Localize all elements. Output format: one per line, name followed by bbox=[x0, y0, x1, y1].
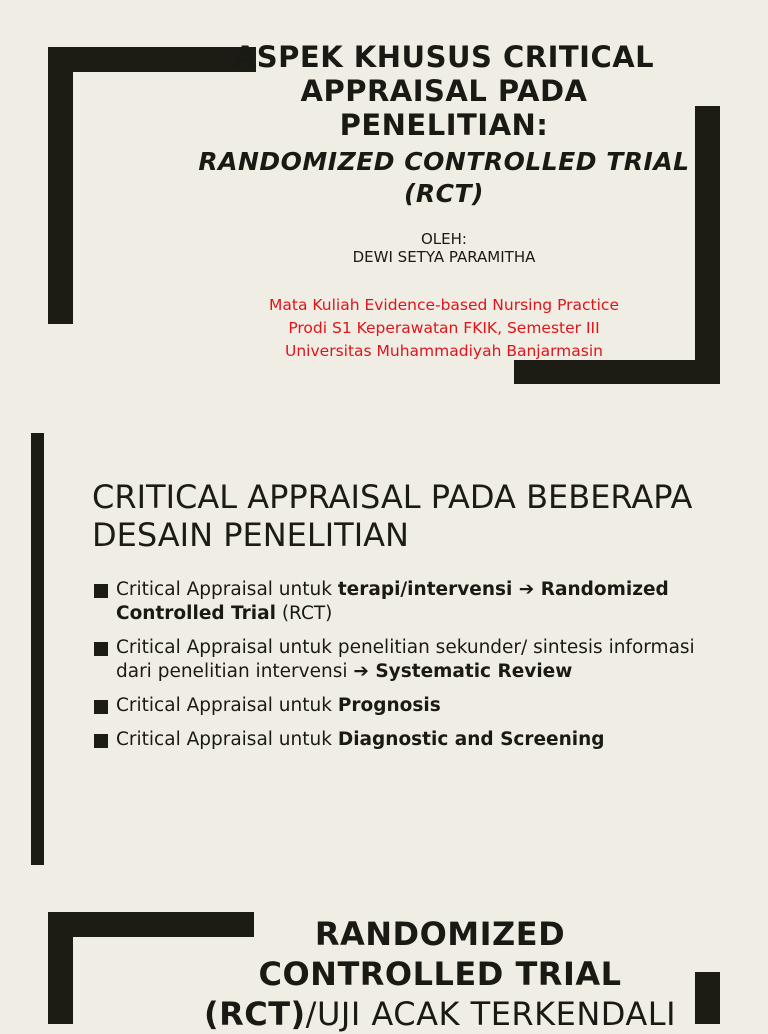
slide1-frame-bottom-right-vertical bbox=[695, 106, 720, 384]
list-item: Critical Appraisal untuk Prognosis bbox=[92, 694, 732, 718]
slide1-by-label: OLEH: bbox=[421, 230, 467, 248]
bullet-square-icon bbox=[94, 642, 108, 656]
slide1-frame-top-left-vertical bbox=[48, 47, 73, 324]
arrow-right-icon: ➔ bbox=[518, 579, 535, 600]
slide1-course-line: Mata Kuliah Evidence-based Nursing Practice bbox=[269, 296, 619, 314]
slide1-course-line: Prodi S1 Keperawatan FKIK, Semester III bbox=[288, 319, 600, 337]
slide2-left-accent-bar bbox=[31, 433, 44, 865]
slide1-subtitle: RANDOMIZED CONTROLLED TRIAL (RCT) bbox=[198, 147, 690, 208]
slide1-author-name: DEWI SETYA PARAMITHA bbox=[352, 248, 536, 266]
slide1-frame-bottom-right-horizontal bbox=[514, 360, 720, 384]
slide2-title: CRITICAL APPRAISAL PADA BEBERAPA DESAIN PENELITIAN bbox=[92, 478, 693, 554]
slide3-frame-top-left-vertical bbox=[48, 912, 73, 1024]
slide3-title: RANDOMIZED CONTROLLED TRIAL (RCT)/UJI ACAK TERKENDALI bbox=[203, 915, 677, 1033]
slide1-course-line: Universitas Muhammadiyah Banjarmasin bbox=[285, 342, 603, 360]
bullet-square-icon bbox=[94, 700, 108, 714]
slide2-bullet-list bbox=[92, 578, 732, 762]
list-item: Critical Appraisal untuk terapi/intervensi ➔ Randomized Controlled Trial (RCT) bbox=[92, 578, 732, 626]
bullet-square-icon bbox=[94, 584, 108, 598]
slide1-title: ASPEK KHUSUS CRITICAL APPRAISAL PADA PENELITIAN: bbox=[233, 40, 655, 142]
list-item: Critical Appraisal untuk Diagnostic and Screening bbox=[92, 728, 732, 752]
slide1-course-info bbox=[200, 294, 688, 363]
list-item: Critical Appraisal untuk penelitian sekunder/ sintesis informasi dari penelitian intervensi ➔ Systematic Review bbox=[92, 636, 732, 684]
arrow-right-icon: ➔ bbox=[353, 661, 369, 682]
bullet-square-icon bbox=[94, 734, 108, 748]
slide1-author-block bbox=[300, 230, 588, 266]
